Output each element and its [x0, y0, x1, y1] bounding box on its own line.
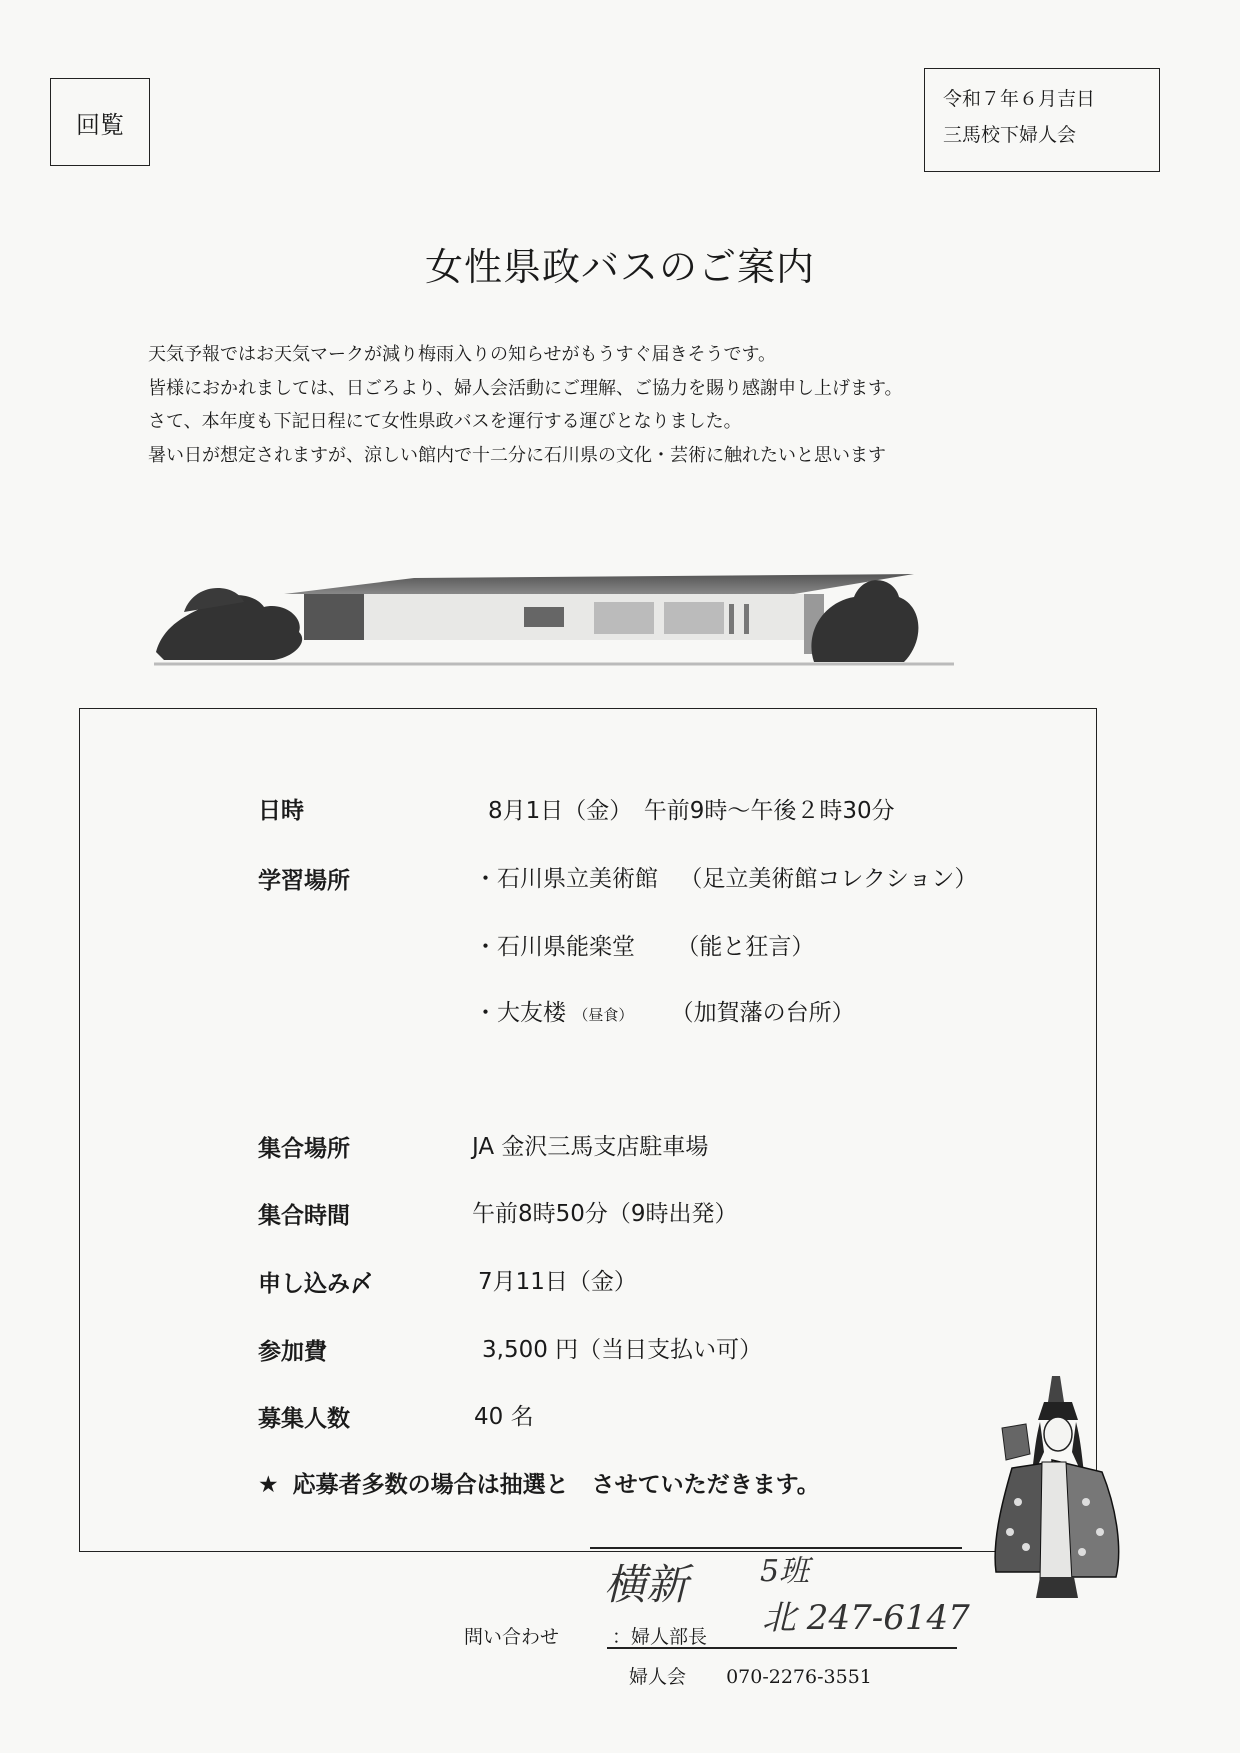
- noh-performer-illustration: [982, 1372, 1132, 1604]
- lottery-note: [258, 1466, 820, 1499]
- issue-date: 令和７年６月吉日: [943, 88, 1096, 110]
- fee-value: 3,500 円（当日支払い可）: [482, 1337, 763, 1363]
- fee-label: 参加費: [258, 1339, 327, 1365]
- datetime-label: 日時: [258, 798, 304, 824]
- circulation-label: 回覧: [76, 110, 124, 139]
- venue-item: [474, 928, 814, 961]
- contact-role: ：婦人部長: [612, 1626, 708, 1648]
- building-illustration: [154, 552, 954, 672]
- handwritten-name: 横新: [604, 1560, 689, 1609]
- intro-line: 暑い日が想定されますが、涼しい館内で十二分に石川県の文化・芸術に触れたいと思います: [148, 444, 886, 466]
- lottery-note-text: 応募者多数の場合は抽選と させていただきます。: [292, 1472, 820, 1498]
- issuer-box: [924, 68, 1160, 172]
- contact-label: 問い合わせ: [464, 1626, 560, 1648]
- intro-line: さて、本年度も下記日程にて女性県政バスを運行する運びとなりました。: [148, 411, 742, 432]
- deadline-label: 申し込み〆: [258, 1271, 373, 1297]
- intro-text: [148, 338, 1048, 472]
- intro-line: 皆様におかれましては、日ごろより、婦人会活動にご理解、ご協力を賜り感謝申し上げます。: [148, 377, 903, 399]
- contact-line2: [629, 1662, 872, 1689]
- contact-line1: [612, 1622, 707, 1649]
- star-icon: ★: [258, 1472, 279, 1498]
- deadline-value: 7月11日（金）: [478, 1269, 637, 1295]
- meeting-place-value: JA 金沢三馬支店駐車場: [472, 1134, 709, 1160]
- venue-name: ・石川県立美術館: [474, 866, 658, 892]
- meeting-place-label: 集合場所: [258, 1136, 350, 1162]
- circulation-box: [50, 78, 150, 166]
- venue-name: ・大友楼: [474, 1000, 566, 1026]
- meeting-time-label: 集合時間: [258, 1203, 350, 1229]
- handwritten-phone: 北 247-6147: [762, 1598, 970, 1638]
- capacity-value: 40 名: [474, 1404, 534, 1430]
- handwritten-group: 5班: [760, 1554, 810, 1589]
- page-title: 女性県政バスのご案内: [424, 245, 815, 289]
- venue-note: （昼食）: [573, 1006, 634, 1024]
- venue-label: 学習場所: [258, 868, 350, 894]
- issuer-org: 三馬校下婦人会: [943, 124, 1077, 146]
- venue-desc: （足立美術館コレクション）: [679, 866, 978, 892]
- venue-desc: （能と狂言）: [676, 934, 815, 960]
- venue-item: [474, 860, 977, 893]
- meeting-time-value: 午前8時50分（9時出発）: [472, 1201, 738, 1227]
- venue-desc: （加賀藩の台所）: [670, 1000, 855, 1026]
- venue-name: ・石川県能楽堂: [474, 934, 635, 960]
- intro-line: 天気予報ではお天気マークが減り梅雨入りの知らせがもうすぐ届きそうです。: [148, 344, 777, 365]
- contact-phone: 070-2276-3551: [726, 1666, 872, 1688]
- datetime-value: 8月1日（金） 午前9時～午後２時30分: [488, 798, 895, 824]
- capacity-label: 募集人数: [258, 1406, 350, 1432]
- contact-org: 婦人会: [629, 1666, 687, 1688]
- venue-item: [474, 994, 855, 1027]
